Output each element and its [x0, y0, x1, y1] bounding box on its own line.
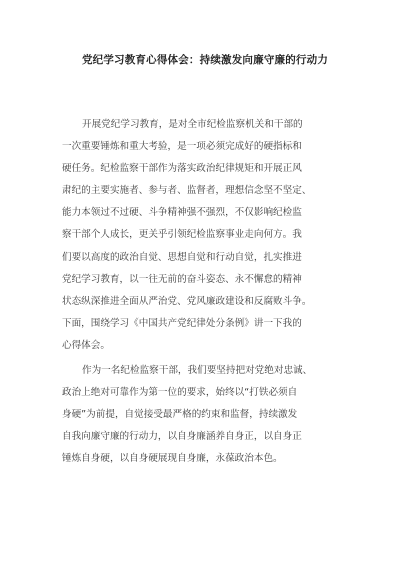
paragraph-line: 下面，围绕学习《中国共产党纪律处分条例》讲一下我的 [62, 317, 302, 329]
paragraph-line: 自我向廉守廉的行动力，以自身廉涵养自身正，以自身正 [62, 431, 302, 443]
paragraph-line: 们要以高度的政治自觉、思想自觉和行动自觉，扎实推进 [62, 251, 302, 263]
paragraph-line: 政治上绝对可靠作为第一位的要求，始终以“打铁必须自 [62, 387, 298, 399]
paragraph-line: 状态纵深推进全面从严治党、党风廉政建设和反腐败斗争。 [62, 295, 312, 307]
paragraph-line: 身硬”为前提，自觉接受最严格的约束和监督，持续激发 [62, 409, 298, 421]
paragraph-line: 心得体会。 [62, 339, 110, 351]
paragraph-line: 开展党纪学习教育，是对全市纪检监察机关和干部的 [82, 119, 303, 130]
paragraph-1 [62, 114, 352, 357]
paragraph-line: 锤炼自身硬，以自身硬展现自身廉，永葆政治本色。 [62, 453, 283, 465]
paragraph-line: 作为一名纪检监察干部，我们要坚持把对党绝对忠诚、 [82, 365, 313, 376]
paragraph-line: 硬任务。纪检监察干部作为落实政治纪律规矩和开展正风 [62, 163, 302, 175]
paragraph-line: 党纪学习教育，以一往无前的奋斗姿态、永不懈怠的精神 [62, 273, 302, 285]
paragraph-line: 肃纪的主要实施者、参与者、监督者，理想信念坚不坚定、 [62, 185, 312, 197]
paragraph-line: 察干部个人成长，更关乎引领纪检监察事业走向何方。我 [62, 229, 302, 241]
document-title: 党纪学习教育心得体会：持续激发向廉守廉的行动力 [81, 54, 329, 66]
paragraph-line: 一次重要锤炼和重大考验，是一项必须完成好的硬指标和 [62, 141, 302, 153]
paragraph-2 [62, 360, 352, 470]
paragraph-line: 能力本领过不过硬、斗争精神强不强烈，不仅影响纪检监 [62, 207, 302, 219]
